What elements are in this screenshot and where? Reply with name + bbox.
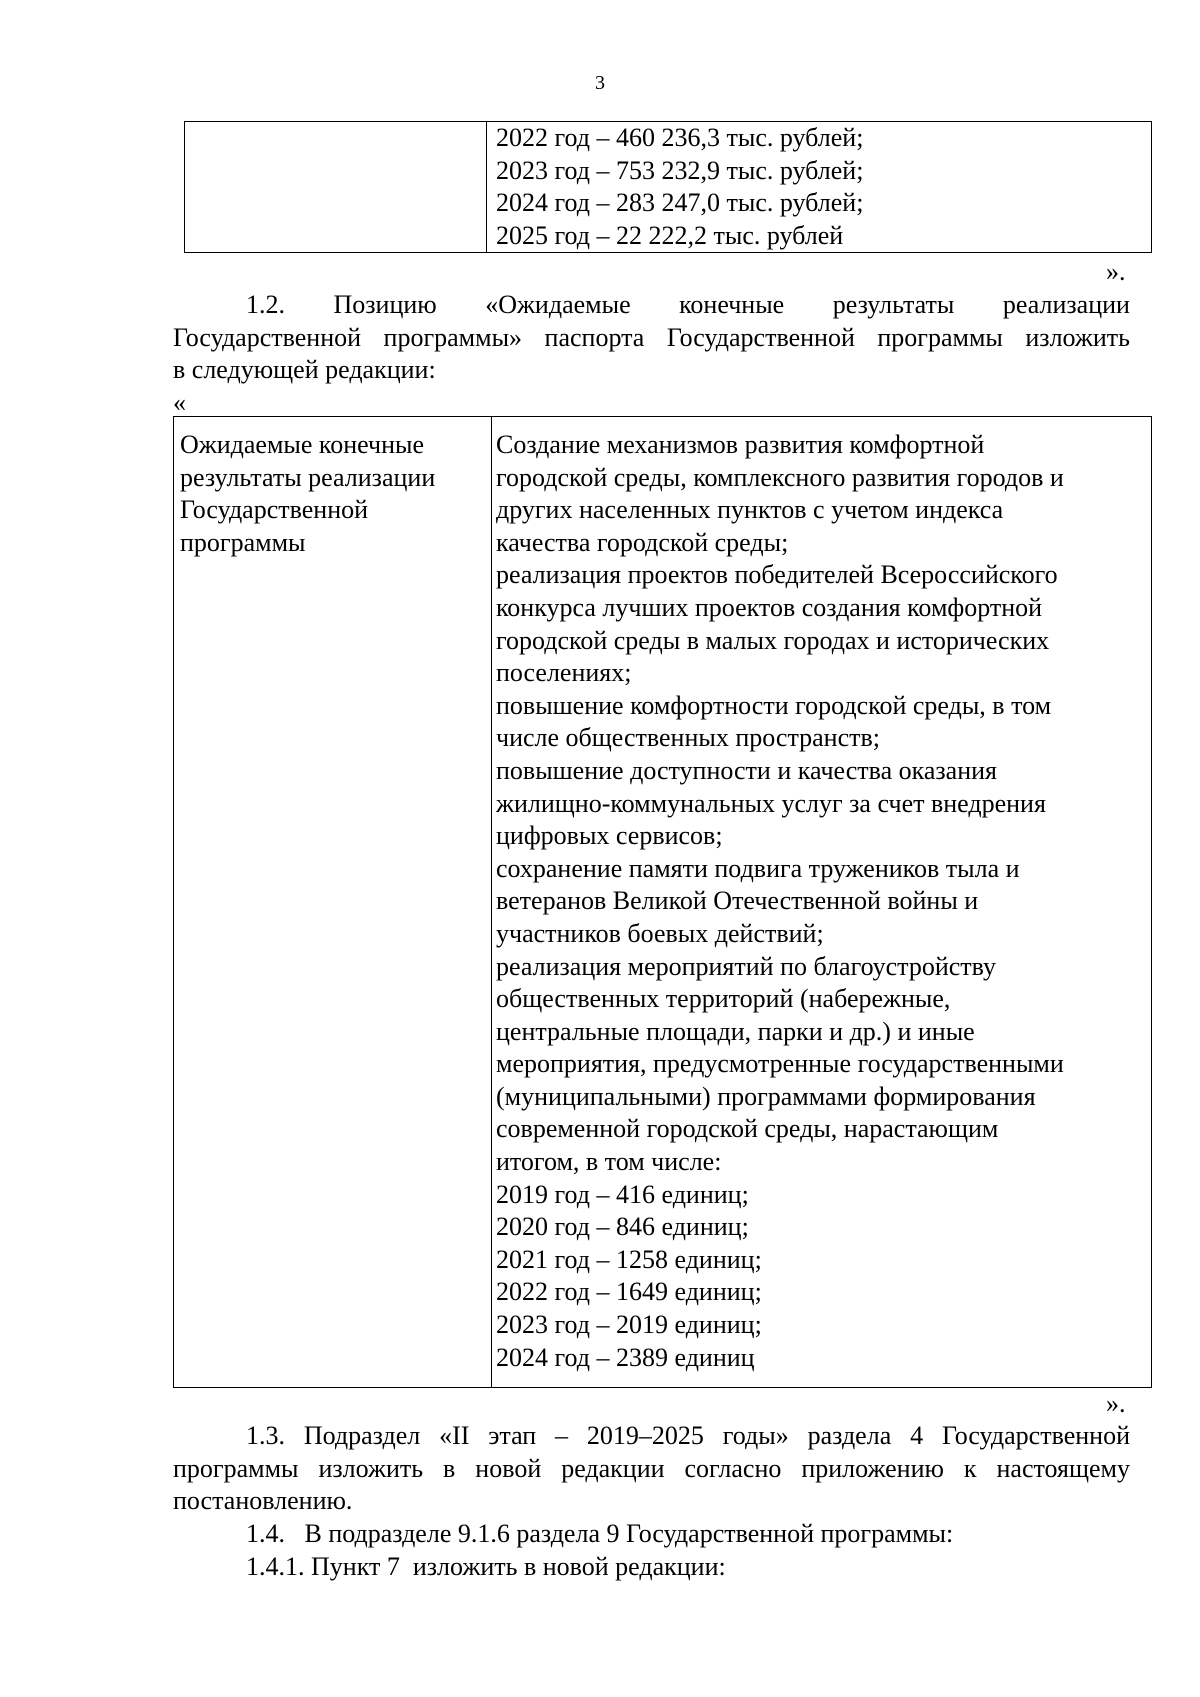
results-line: поселениях; [496, 658, 632, 688]
results-label-line: Государственной [180, 495, 369, 525]
paragraph-1-2-line-2: Государственной программы» паспорта Государственной программы изложить [173, 322, 1130, 352]
results-line: числе общественных пространств; [496, 723, 880, 753]
page-number: 3 [595, 72, 605, 94]
word: реализации [1002, 290, 1130, 319]
results-line: 2024 год – 2389 единиц [496, 1342, 755, 1372]
paragraph-1-3 [173, 1420, 1130, 1518]
results-label-line: программы [180, 527, 306, 557]
paragraph-1-2-line-3: в следующей редакции: [173, 355, 436, 385]
results-line: 2020 год – 846 единиц; [496, 1212, 749, 1242]
results-line: реализация мероприятий по благоустройству [496, 951, 997, 981]
opening-quote: « [173, 388, 186, 417]
results-line: сохранение памяти подвига тружеников тыла и [496, 853, 1020, 883]
results-line: качества городской среды; [496, 527, 789, 557]
funding-table-left-cell [185, 122, 487, 252]
funding-line: 2024 год – 283 247,0 тыс. рублей; [496, 188, 864, 218]
results-line: конкурса лучших проектов создания комфортной [496, 592, 1043, 622]
results-line: реализация проектов победителей Всероссийского [496, 560, 1058, 590]
results-line: 2019 год – 416 единиц; [496, 1179, 749, 1209]
paragraph-1-2 [173, 289, 1130, 387]
results-line: итогом, в том числе: [496, 1147, 722, 1177]
paragraph-1-3-line-1: 1.3. Подраздел «II этап – 2019–2025 годы» раздела 4 Государственной [246, 1421, 1130, 1450]
results-line: других населенных пунктов с учетом индекса [496, 495, 1004, 525]
results-line: (муниципальными) программами формирования [496, 1081, 1036, 1111]
results-line: мероприятия, предусмотренные государственными [496, 1049, 1064, 1079]
results-label-line: Ожидаемые конечные [180, 430, 425, 459]
results-line: повышение доступности и качества оказания [496, 755, 997, 785]
results-table-right-cell [496, 429, 1064, 1374]
results-line: Создание механизмов развития комфортной [496, 430, 985, 459]
funding-line: 2022 год – 460 236,3 тыс. рублей; [496, 123, 864, 152]
closing-quote: ». [1106, 257, 1126, 286]
word: Позицию [333, 290, 437, 319]
results-line: городской среды, комплексного развития городов и [496, 462, 1064, 492]
results-table-left-cell [174, 417, 492, 1387]
word: конечные [679, 290, 785, 319]
results-table [173, 416, 1152, 1388]
results-line: 2022 год – 1649 единиц; [496, 1277, 762, 1307]
closing-quote: ». [1106, 1389, 1126, 1418]
funding-line: 2023 год – 753 232,9 тыс. рублей; [496, 155, 864, 185]
results-line: участников боевых действий; [496, 918, 824, 948]
results-line: 2023 год – 2019 единиц; [496, 1310, 762, 1340]
results-line: городской среды в малых городах и исторических [496, 625, 1050, 655]
results-line: жилищно-коммунальных услуг за счет внедрения [496, 788, 1046, 818]
results-line: 2021 год – 1258 единиц; [496, 1244, 762, 1274]
funding-table [184, 121, 1152, 253]
funding-table-right-cell [496, 122, 863, 252]
results-line: ветеранов Великой Отечественной войны и [496, 886, 979, 916]
paragraph-1-4-1 [173, 1551, 1130, 1584]
results-line: современной городской среды, нарастающим [496, 1114, 999, 1144]
item-number: 1.2. [246, 290, 285, 319]
word: «Ожидаемые [485, 290, 631, 319]
paragraph-1-4-1-text: 1.4.1. Пункт 7 изложить в новой редакции: [246, 1552, 726, 1581]
results-line: центральные площади, парки и др.) и иные [496, 1016, 975, 1046]
funding-line: 2025 год – 22 222,2 тыс. рублей [496, 220, 844, 250]
paragraph-1-3-line-3: постановлению. [173, 1486, 353, 1516]
results-line: общественных территорий (набережные, [496, 984, 951, 1014]
paragraph-1-4 [173, 1518, 1130, 1551]
paragraph-1-2-line-1 [173, 289, 1130, 322]
paragraph-1-3-line-2: программы изложить в новой редакции согласно приложению к настоящему [173, 1453, 1130, 1483]
results-label-line: результаты реализации [180, 462, 436, 492]
paragraph-1-4-text: 1.4. В подразделе 9.1.6 раздела 9 Государственной программы: [246, 1519, 954, 1548]
word: результаты [832, 290, 955, 319]
results-line: повышение комфортности городской среды, в том [496, 690, 1052, 720]
results-line: цифровых сервисов; [496, 821, 723, 851]
